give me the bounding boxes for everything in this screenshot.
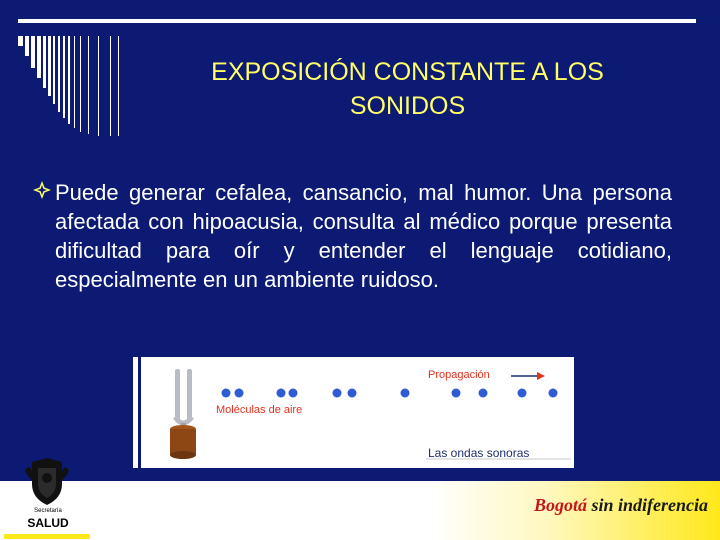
footer-yellow-strip	[4, 534, 90, 539]
bogota-logo-part1: Bogotá	[533, 495, 587, 515]
sound-wave-figure	[141, 357, 574, 468]
figure-frame	[133, 357, 138, 468]
bullet-text: Puede generar cefalea, cansancio, mal humor. Una persona afectada con hipoacusia, consulta al médico porque presenta dificultad para oír y entender el lenguaje cotidiano, especialmente en un ambiente ruidoso.	[55, 180, 672, 292]
bullet-paragraph	[32, 178, 672, 294]
decorative-bars	[18, 36, 128, 136]
title-line-2: SONIDOS	[349, 92, 466, 120]
top-rule	[18, 19, 696, 23]
propagation-label: Propagación	[428, 369, 490, 381]
bogota-logo-part2: sin indiferencia	[591, 495, 708, 515]
secretaria-label: Secretaría	[34, 508, 62, 514]
waves-label: Las ondas sonoras	[428, 446, 530, 460]
molecules-label: Moléculas de aire	[216, 404, 303, 416]
coat-of-arms-icon	[22, 458, 72, 506]
diamond-bullet-icon	[32, 180, 52, 200]
footer-bar	[0, 481, 720, 540]
slide-title	[135, 55, 680, 123]
title-line-1: EXPOSICIÓN CONSTANTE A LOS	[211, 58, 604, 86]
salud-label: SALUD	[27, 516, 69, 530]
bogota-logo	[534, 495, 708, 516]
